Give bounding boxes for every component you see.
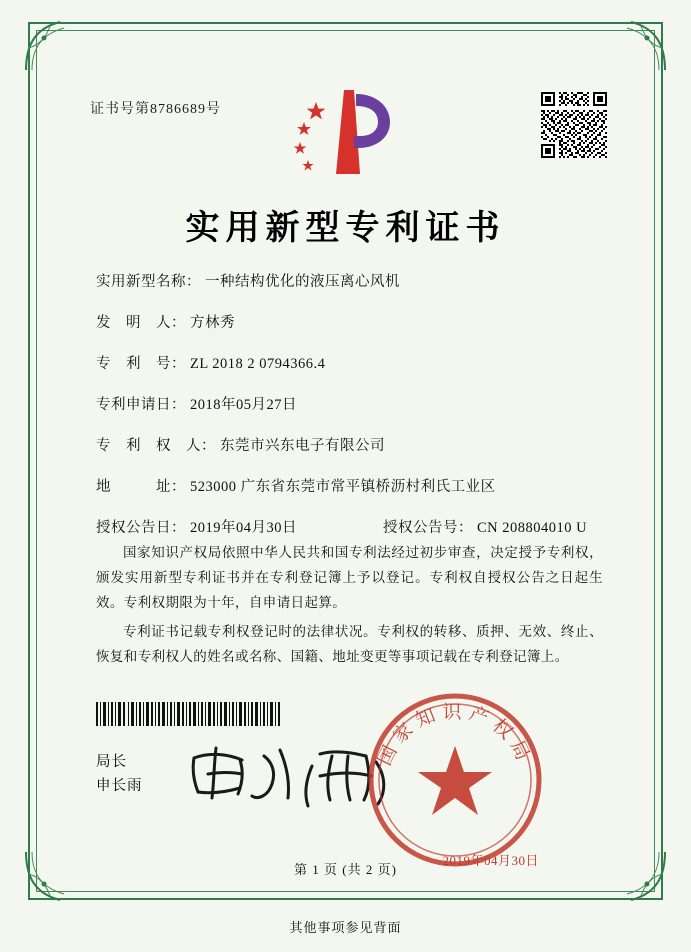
- field-row: [96, 434, 607, 455]
- field-value: ZL 2018 2 0794366.4: [190, 356, 326, 372]
- field-row: [96, 311, 607, 332]
- official-seal: [365, 690, 545, 870]
- patent-office-logo-icon: [286, 88, 406, 180]
- field-label: 专 利 权 人：: [96, 438, 216, 454]
- grant-publication-value: CN 208804010 U: [477, 520, 588, 536]
- field-row: [96, 270, 607, 291]
- page-title: 实用新型专利证书: [185, 208, 506, 248]
- field-row: [96, 393, 607, 414]
- seal-date: 2019年04月30日: [442, 853, 539, 868]
- legal-paragraph: 国家知识产权局依照中华人民共和国专利法经过初步审查，决定授予专利权，颁发实用新型专利证书并在专利登记簿上予以登记。专利权自授权公告之日起生效。专利权期限为十年，自申请日起算。: [96, 545, 603, 610]
- field-value: 2018年05月27日: [190, 397, 297, 413]
- field-row: [96, 352, 607, 373]
- field-value: 一种结构优化的液压离心风机: [205, 274, 400, 290]
- grant-date-value: 2019年04月30日: [190, 520, 297, 536]
- barcode: [96, 702, 281, 726]
- grant-date-label: 授权公告日：: [96, 520, 186, 536]
- legal-paragraph: 专利证书记载专利权登记时的法律状况。专利权的转移、质押、无效、终止、恢复和专利权人的姓名或名称、国籍、地址变更等事项记载在专利登记簿上。: [96, 624, 603, 664]
- certificate-content: [60, 60, 631, 877]
- grant-publication-label: 授权公告号：: [383, 520, 473, 536]
- signature-block: [96, 750, 143, 798]
- certificate-number: 证书号第8786689号: [90, 102, 221, 117]
- field-label: 实用新型名称：: [96, 274, 201, 290]
- field-label: 地 址：: [96, 479, 186, 495]
- svg-text:国家知识产权局: 国家知识产权局: [373, 701, 537, 769]
- field-row: [96, 475, 607, 496]
- field-value: 方林秀: [190, 315, 235, 331]
- signature-name: 申长雨: [96, 778, 143, 794]
- field-value: 东莞市兴东电子有限公司: [220, 438, 385, 454]
- field-value: 523000 广东省东莞市常平镇桥沥村利氏工业区: [190, 479, 496, 495]
- legal-text: [96, 540, 603, 673]
- page-number: 第 1 页 (共 2 页): [294, 862, 397, 877]
- signature-role: 局长: [96, 754, 127, 770]
- field-label: 发 明 人：: [96, 315, 186, 331]
- qr-code: [541, 92, 607, 158]
- field-list: [96, 270, 607, 557]
- field-label: 专 利 号：: [96, 356, 186, 372]
- footer-note: 其他事项参见背面: [289, 920, 402, 935]
- grant-row: [96, 516, 607, 537]
- field-label: 专利申请日：: [96, 397, 186, 413]
